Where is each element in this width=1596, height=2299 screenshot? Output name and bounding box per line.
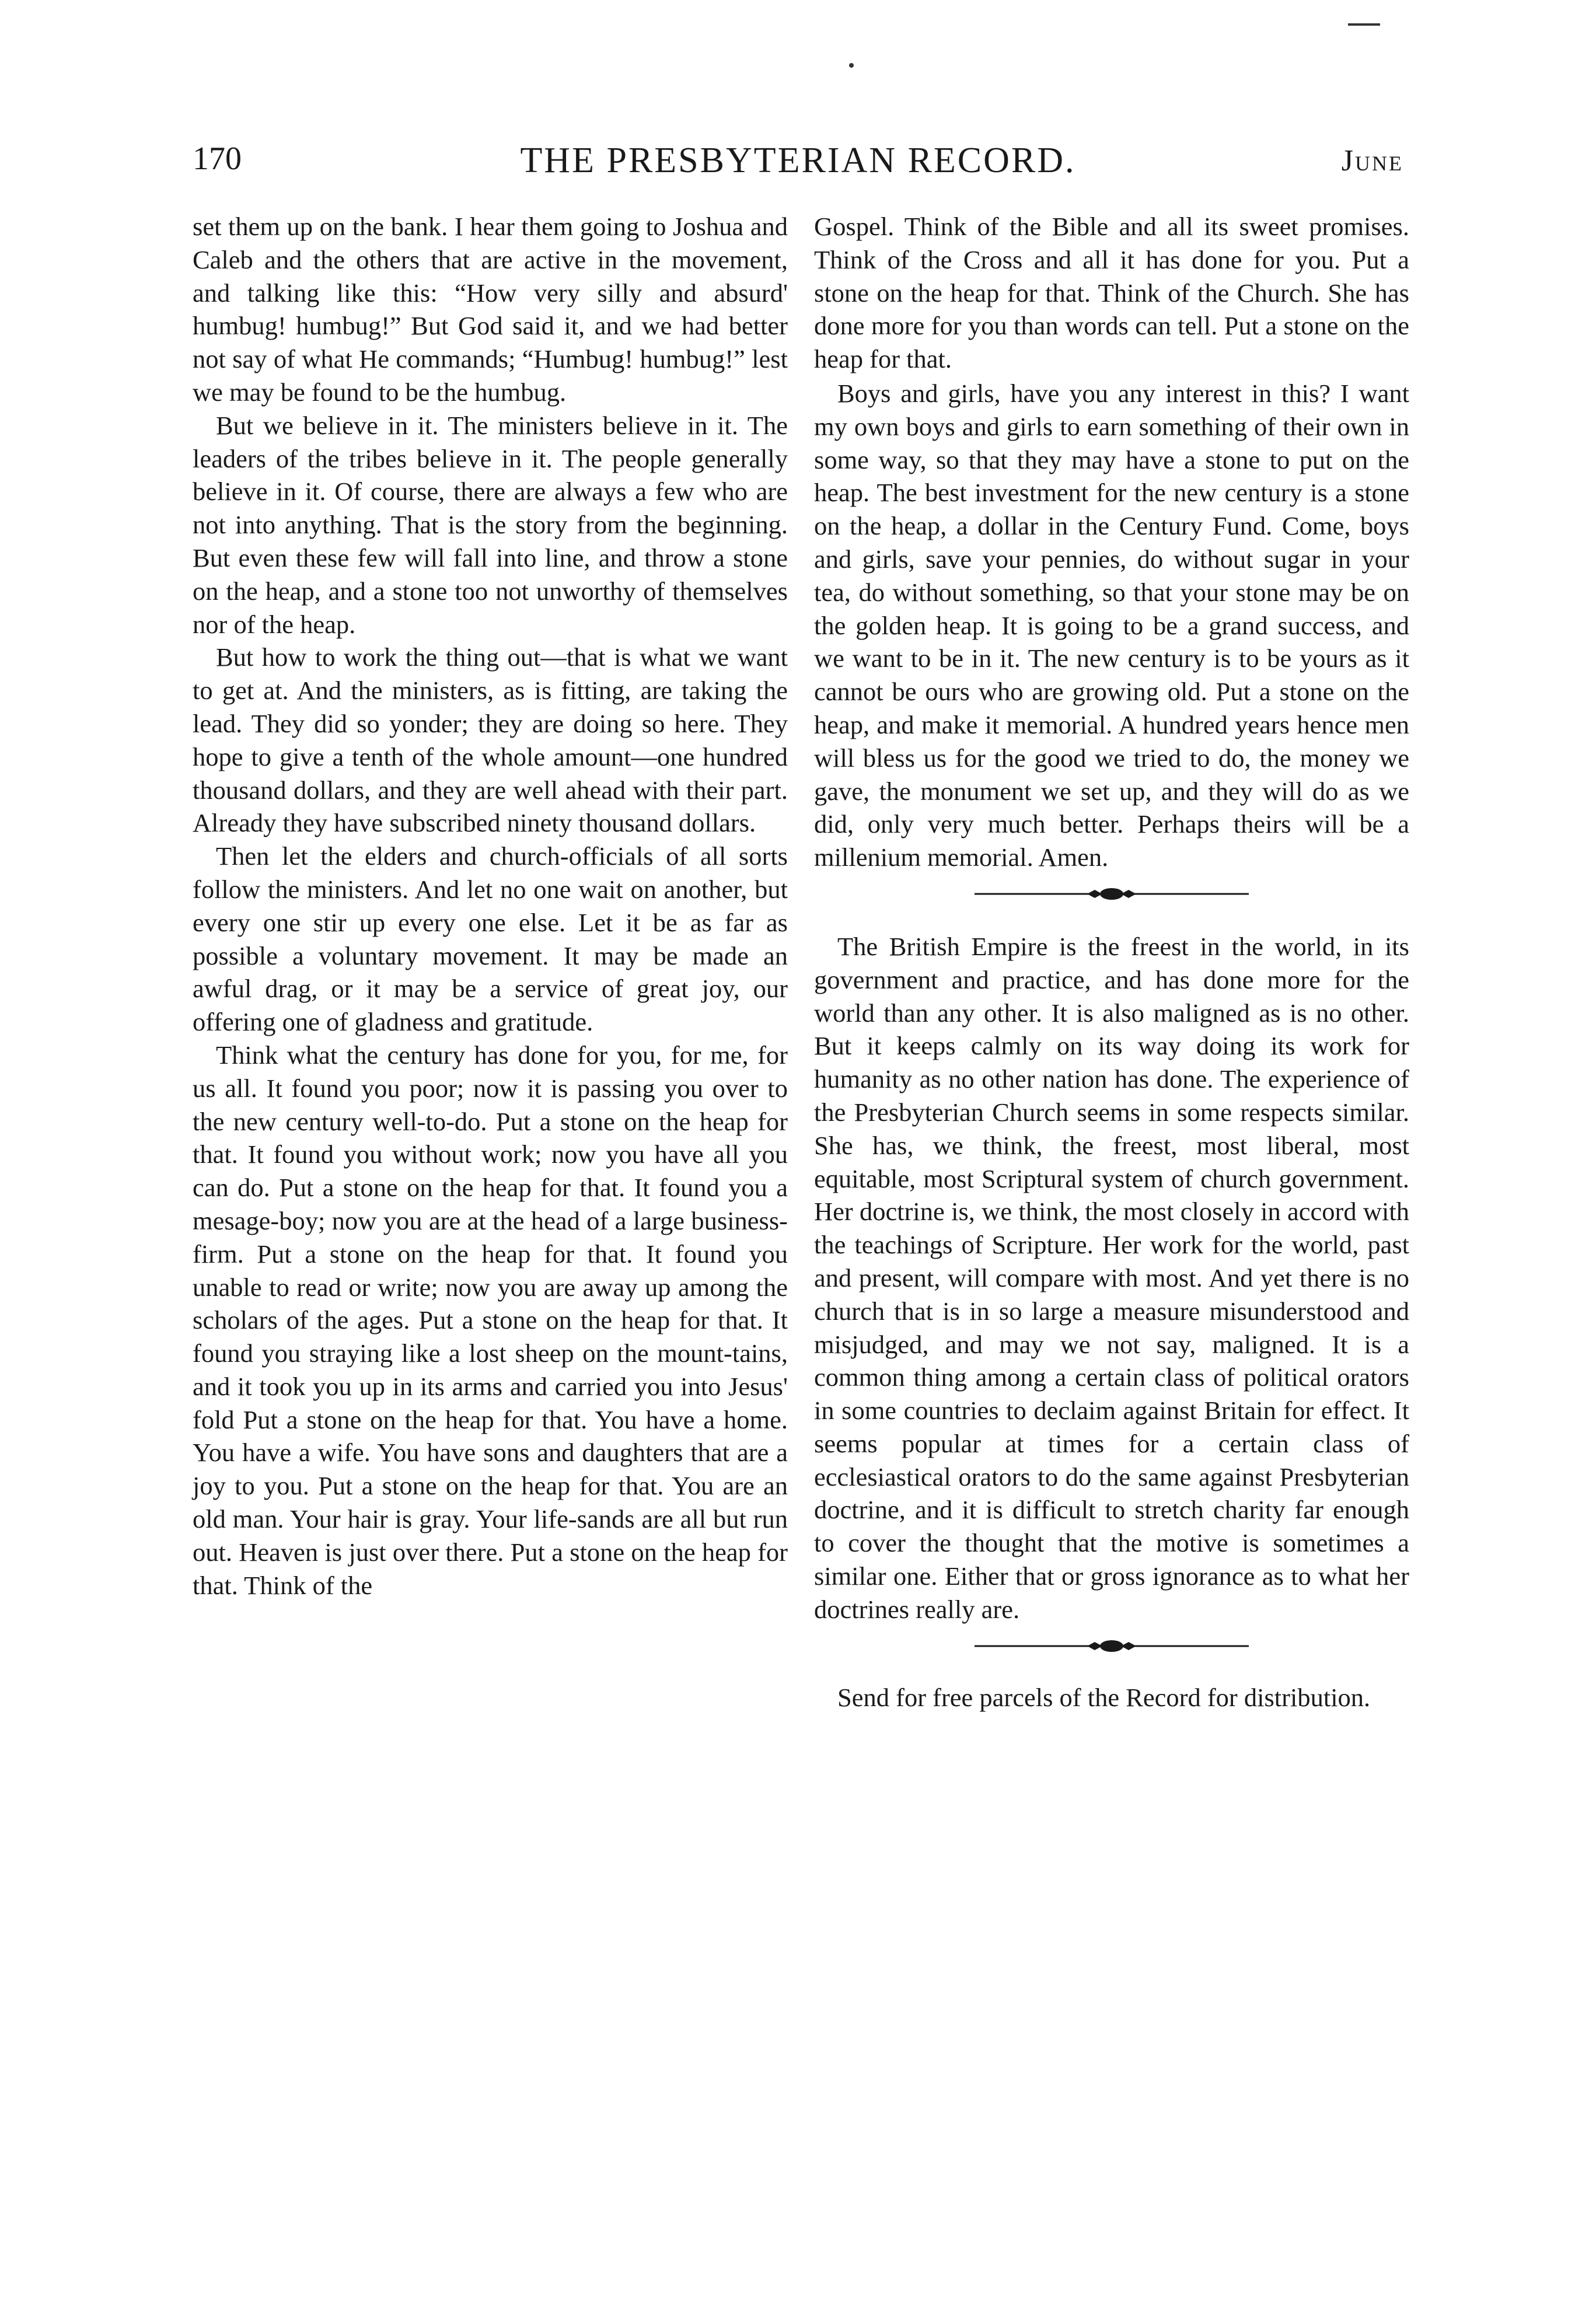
paragraph: But how to work the thing out—that is what we want to get at. And the ministers, as is fitting, are taking the lead. They did so yonder; they are doing so here. They hope to give a tenth of the whole amount—one hundred thousand dollars, and they are well ahead with their part. Already they have subscribed ninety thousand dollars. (193, 642, 788, 838)
stray-print-mark (1348, 23, 1380, 26)
paragraph: The British Empire is the freest in the world, in its government and practice, and has done more for the world than any other. It is also maligned as is no other. But it keeps calmly on its way doing its work for humanity as no other nation has done. The experience of the Presbyterian Church seems in some respects similar. She has, we think, the freest, most liberal, most equitable, most Scriptural system of church government. Her doctrine is, we think, the most closely in accord with the teachings of Scripture. Her work for the world, past and present, will compare with most. And yet there is no church that is in so large a measure misunderstood and misjudged, and may we not say, maligned. It is a common thing among a certain class of political orators in some countries to declaim against Britain for effect. It seems popular at times for a certain class of ecclesiastical orators to do the same against Presbyterian doctrine, and it is difficult to stretch charity far enough to cover the thought that the motive is sometimes a similar one. Either that or gross ignorance as to what her doctrines really are. (814, 931, 1409, 1624)
stray-print-dot (849, 63, 854, 68)
journal-title: THE PRESBYTERIAN RECORD. (520, 141, 1076, 180)
left-column (193, 210, 788, 1602)
right-column (814, 210, 1409, 1714)
divider-ornament-icon (975, 1639, 1249, 1653)
paragraph: Then let the elders and church-officials of all sorts follow the ministers. And let no one wait on another, but every one stir up every one else. Let it be as far as possible a voluntary movement. It may be made an awful drag, or it may be a service of great joy, our offering one of gladness and gratitude. (193, 841, 788, 1037)
paragraph-continued: Gospel. Think of the Bible and all its sweet promises. Think of the Cross and all it has done for you. Put a stone on the heap for that. Think of the Church. She has done more for you than words can tell. Put a stone on the heap for that. (814, 212, 1409, 374)
paragraph: Send for free parcels of the Record for distribution. (837, 1682, 1371, 1712)
section-divider-ornament (814, 882, 1409, 906)
paragraph: Think what the century has done for you, for me, for us all. It found you poor; now it is passing you over to the new century well-to-do. Put a stone on the heap for that. It found you without work; now you have all you can do. Put a stone on the heap for that. It found you a mesage-boy; now you are at the head of a large business-firm. Put a stone on the heap for that. It found you unable to read or write; now you are away up among the scholars of the ages. Put a stone on the heap for that. It found you straying like a lost sheep on the mount-tains, and it took you up in its arms and carried you into Jesus' fold Put a stone on the heap for that. You have a home. You have a wife. You have sons and daughters that are a joy to you. Put a stone on the heap for that. You are an old man. Your hair is gray. Your life-sands are all but run out. Heaven is just over there. Put a stone on the heap for that. Think of the (193, 1040, 788, 1600)
issue-month: June (1341, 144, 1403, 177)
paragraph-continued: set them up on the bank. I hear them going to Joshua and Caleb and the others that are active in the movement, and talking like this: “How very silly and absurd' humbug! humbug!” But God said it, and we had better not say of what He commands; “Humbug! humbug!” lest we may be found to be the humbug. (193, 212, 788, 407)
section-divider-ornament (814, 1634, 1409, 1658)
running-head (193, 140, 1403, 187)
page-number: 170 (193, 141, 242, 177)
divider-ornament-icon (975, 887, 1249, 901)
paragraph: Boys and girls, have you any interest in this? I want my own boys and girls to earn something of their own in some way, so that they may have a stone to put on the heap. The best investment for the new century is a stone on the heap, a dollar in the Century Fund. Come, boys and girls, save your pennies, do without sugar in your tea, do without something, so that your stone may be on the golden heap. It is going to be a grand success, and we want to be in it. The new century is to be yours as it cannot be ours who are growing old. Put a stone on the heap, and make it memorial. A hundred years hence men will bless us for the good we tried to do, the money we gave, the monument we set up, and they will do as we did, only very much better. Perhaps theirs will be a millenium memorial. Amen. (814, 378, 1409, 872)
paragraph: But we believe in it. The ministers believe in it. The leaders of the tribes believe in it. The people generally believe in it. Of course, there are always a few who are not into anything. That is the story from the beginning. But even these few will fall into line, and throw a stone on the heap, and a stone too not unworthy of themselves nor of the heap. (193, 410, 788, 639)
